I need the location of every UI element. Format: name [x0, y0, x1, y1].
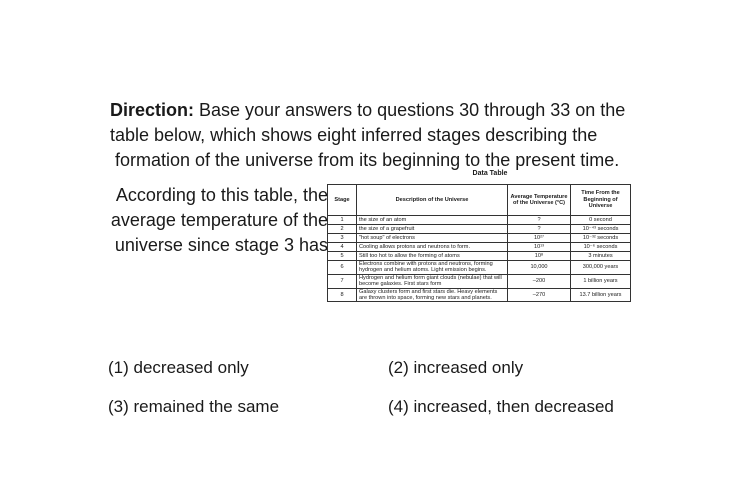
cell-temperature: –270	[508, 288, 571, 302]
cell-description: Electrons combine with protons and neutrons, forming hydrogen and helium atoms. Light emission begins.	[357, 261, 508, 275]
table-row	[328, 261, 631, 275]
cell-time: 0 second	[571, 216, 631, 225]
answer-choice-1[interactable]: (1) decreased only	[108, 358, 249, 377]
cell-description: Still too hot to allow the forming of atoms	[357, 252, 508, 261]
cell-temperature: 10,000	[508, 261, 571, 275]
cell-temperature: ?	[508, 216, 571, 225]
table-row	[328, 252, 631, 261]
table-row	[328, 216, 631, 225]
answer-choice-3[interactable]: (3) remained the same	[108, 397, 280, 416]
question-stem	[108, 183, 328, 258]
cell-stage: 2	[328, 225, 357, 234]
cell-time: 300,000 years	[571, 261, 631, 275]
question-line-2: average temperature of the	[110, 210, 328, 230]
cell-time: 1 billion years	[571, 274, 631, 288]
direction-paragraph	[110, 98, 650, 173]
cell-description: Cooling allows protons and neutrons to form.	[357, 243, 508, 252]
answer-choice-4[interactable]: (4) increased, then decreased	[388, 397, 614, 416]
cell-description: the size of an atom	[357, 216, 508, 225]
question-line-1: According to this table, the	[115, 185, 328, 205]
cell-stage: 7	[328, 274, 357, 288]
cell-stage: 5	[328, 252, 357, 261]
direction-line-1-text: Base your answers to questions 30 through 33 on the	[194, 100, 626, 120]
cell-stage: 3	[328, 234, 357, 243]
question-line-3: universe since stage 3 has	[114, 235, 328, 255]
cell-stage: 4	[328, 243, 357, 252]
header-stage: Stage	[328, 185, 357, 216]
cell-time: 10⁻³² seconds	[571, 234, 631, 243]
direction-line-3: formation of the universe from its beginning to the present time.	[115, 150, 620, 170]
direction-line-1	[110, 98, 650, 123]
cell-temperature: 10²⁷	[508, 234, 571, 243]
data-table	[327, 184, 631, 302]
table-row	[328, 234, 631, 243]
table-header-row	[328, 185, 631, 216]
table-row	[328, 243, 631, 252]
cell-time: 13.7 billion years	[571, 288, 631, 302]
cell-temperature: 10⁸	[508, 252, 571, 261]
direction-line-2: table below, which shows eight inferred stages describing the	[110, 125, 598, 145]
cell-description: the size of a grapefruit	[357, 225, 508, 234]
cell-description: Galaxy clusters form and first stars die. Heavy elements are thrown into space, forming new stars and planets.	[357, 288, 508, 302]
cell-time: 10⁻⁶ seconds	[571, 243, 631, 252]
cell-description: Hydrogen and helium form giant clouds (nebulae) that will become galaxies. First stars form	[357, 274, 508, 288]
answer-choice-2[interactable]: (2) increased only	[388, 358, 524, 377]
table-caption: Data Table	[472, 170, 508, 177]
cell-stage: 8	[328, 288, 357, 302]
cell-stage: 6	[328, 261, 357, 275]
cell-temperature: –200	[508, 274, 571, 288]
header-time: Time From the Beginning of Universe	[571, 185, 631, 216]
table-row	[328, 225, 631, 234]
cell-stage: 1	[328, 216, 357, 225]
cell-temperature: 10¹³	[508, 243, 571, 252]
cell-time: 3 minutes	[571, 252, 631, 261]
table-row	[328, 274, 631, 288]
header-description: Description of the Universe	[357, 185, 508, 216]
direction-lead: Direction:	[110, 100, 195, 120]
cell-time: 10⁻⁴³ seconds	[571, 225, 631, 234]
cell-temperature: ?	[508, 225, 571, 234]
table-row	[328, 288, 631, 302]
cell-description: "hot soup" of electrons	[357, 234, 508, 243]
header-temperature: Average Temperature of the Universe (°C)	[508, 185, 571, 216]
